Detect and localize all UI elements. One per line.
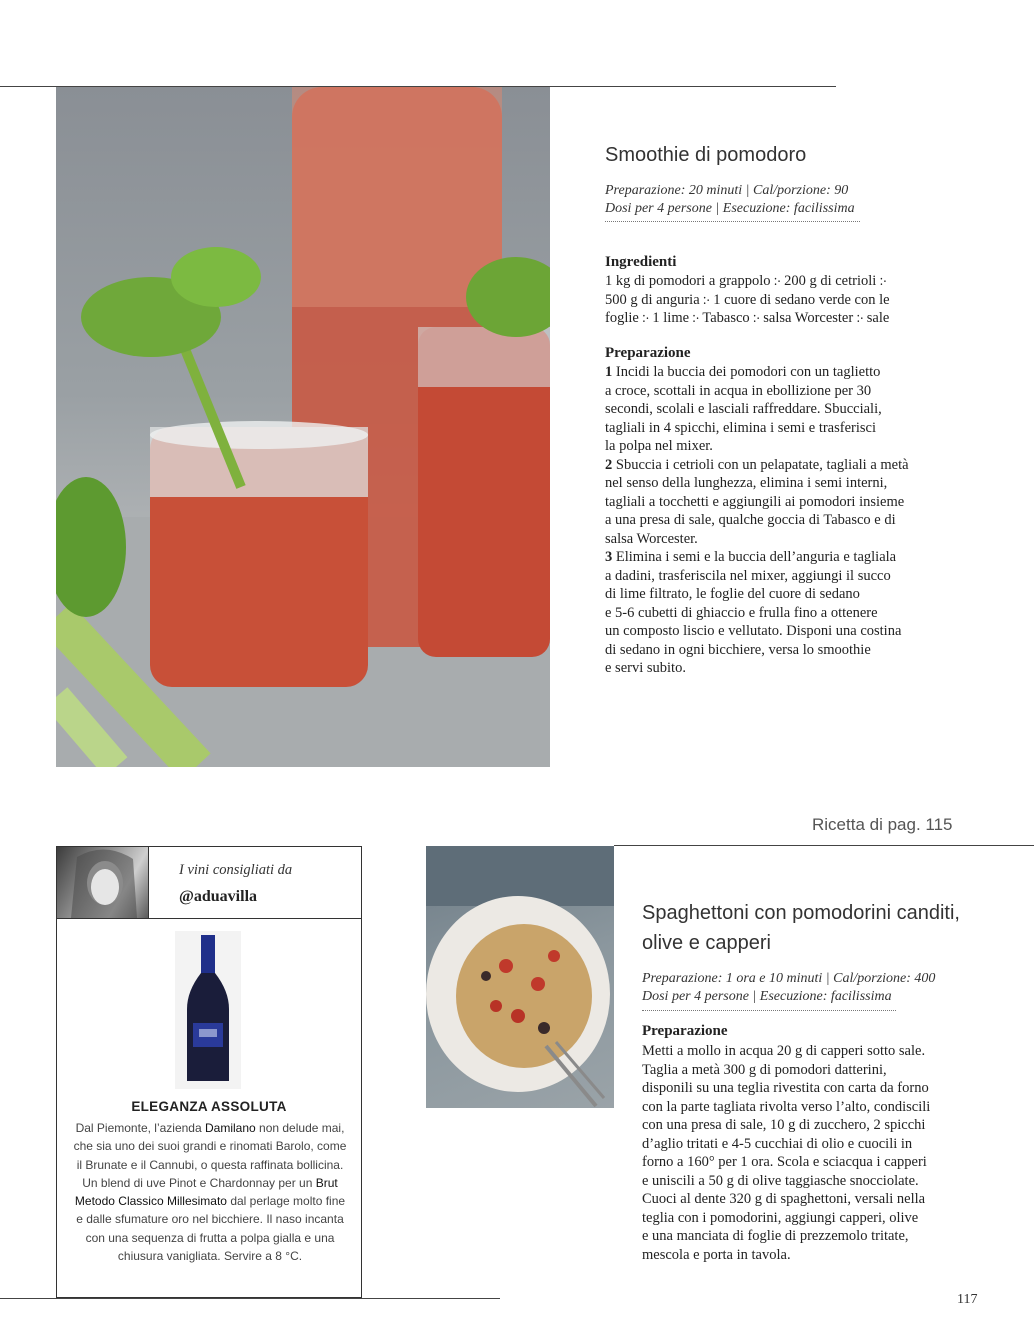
ingredients-line: foglie ჻ 1 lime ჻ Tabasco ჻ salsa Worcester ჻ sale [605,310,890,326]
page-number: 117 [957,1292,978,1307]
step-line [605,456,945,475]
page-reference: Ricetta di pag. 115 [812,815,953,834]
wine-text-b: non delude mai, che sia uno dei suoi grandi e rinomati Barolo, come il Brunate e il Cannubi, o questa raffinata bollicina. Un blend di uve Pinot e Chardonnay per un [73,1121,347,1190]
wine-intro: I vini consigliati da [179,862,293,878]
step-3 [605,548,945,678]
recipe1-meta-line1: Preparazione: 20 minuti | Cal/porzione: 90 [605,183,849,198]
prep-line: Taglia a metà 300 g di pomodori datterini, [642,1061,887,1078]
step-line: un composto liscio e vellutato. Disponi una costina [605,623,902,639]
ingredients-heading: Ingredienti [605,254,677,270]
recipe1-dotted-separator [605,221,860,222]
prep-line: mescola e porta in tavola. [642,1246,791,1263]
wine-producer: Damilano [204,1121,256,1135]
prep-line: e uniscili a 50 g di olive taggiasche snocciolate. [642,1172,919,1189]
step-line: a dadini, trasferiscila nel mixer, aggiungi il succo [605,567,891,584]
step-line: tagliali in 4 spicchi, elimina i semi e trasferisci [605,419,876,436]
recipe2-title-line: Spaghettoni con pomodorini canditi, [642,902,960,924]
prep-line: con una presa di sale, 10 g di zucchero, 2 spicchi [642,1117,926,1133]
wine-header-divider [57,918,361,919]
smoothie-photo [56,87,550,767]
wine-text-c: dal perlage molto fine e dalle sfumature oro nel bicchiere. Il naso incanta con una sequenza di frutta a polpa gialla e una chiusura vanigliata. Servire a 8 °C. [76,1194,346,1264]
step-text: Elimina i semi e la buccia dell’anguria e tagliala [615,549,897,565]
wine-title: ELEGANZA ASSOLUTA [131,1099,287,1114]
step-line: e servi subito. [605,660,686,676]
step-line: a croce, scottali in acqua in ebollizione per 30 [605,382,872,399]
step-line: e 5-6 cubetti di ghiaccio e frulla fino a ottenere [605,604,878,621]
ingredients-list [605,272,935,328]
pasta-photo [426,846,614,1108]
recipe1-title: Smoothie di pomodoro [605,144,807,166]
recipe2-meta-line1: Preparazione: 1 ora e 10 minuti | Cal/porzione: 400 [642,971,936,986]
wine-description [71,1119,349,1265]
smoothie-illustration [56,87,550,767]
step-text: Sbuccia i cetrioli con un pelapatate, tagliali a metà [615,456,909,473]
avatar-portrait [57,847,149,918]
step-line: tagliali a tocchetti e aggiungili ai pomodori insieme [605,493,905,510]
step-text: Incidi la buccia dei pomodori con un taglietto [615,364,881,380]
step-line [605,548,945,567]
wine-product: Brut Metodo Classico Millesimato [74,1175,338,1209]
prep-line: con la parte tagliata rivolta verso l’alto, condiscili [642,1098,931,1115]
prep-line: teglia con i pomodorini, aggiungi capperi, olive [642,1209,919,1226]
prep-line: d’aglio tritati e 4-5 cucchiai di olio e cuocili in [642,1135,913,1152]
prep-line: e una manciata di foglie di prezzemolo tritate, [642,1228,909,1244]
step-line: a una presa di sale, qualche goccia di Tabasco e di [605,512,896,528]
prep-line: forno a 160° per 1 ora. Scola e sciacqua i capperi [642,1154,927,1170]
step-line: secondi, scolali e lasciali raffreddare. Sbucciali, [605,401,882,417]
bottom-rule [0,1298,500,1299]
prep-line: disponili su una teglia rivestita con carta da forno [642,1080,929,1096]
recipe1-meta-line2: Dosi per 4 persone | Esecuzione: facilissima [605,201,855,216]
preparation-steps [605,363,945,678]
author-avatar [57,847,149,918]
step-number: 1 [605,364,613,380]
recipe2-preparation-text [642,1042,972,1264]
step-line: la polpa nel mixer. [605,438,713,454]
wine-recommendation-box [56,846,362,1298]
step-line: di sedano in ogni bicchiere, versa lo smoothie [605,641,871,658]
wine-text-a: Dal Piemonte, l’azienda [75,1121,205,1135]
preparation-heading: Preparazione [605,345,691,361]
step-number: 3 [605,549,613,565]
step-2 [605,456,945,549]
lower-right-rule [614,845,1034,846]
recipe2-preparation-heading: Preparazione [642,1023,728,1039]
recipe2-dotted-separator [642,1010,896,1011]
pasta-illustration [426,846,614,1108]
step-line: nel senso della lunghezza, elimina i semi interni, [605,475,888,491]
step-line: salsa Worcester. [605,530,698,547]
recipe2-meta-line2: Dosi per 4 persone | Esecuzione: facilissima [642,989,892,1004]
prep-line: Cuoci al dente 320 g di spaghettoni, versali nella [642,1191,926,1207]
ingredients-line: 500 g di anguria ჻ 1 cuore di sedano verde con le [605,291,890,308]
step-line [605,363,945,382]
ingredients-line: 1 kg di pomodori a grappolo ჻ 200 g di cetrioli ჻ [605,273,887,289]
recipe2-title-line: olive e capperi [642,932,771,954]
prep-line: Metti a mollo in acqua 20 g di capperi sotto sale. [642,1043,926,1059]
step-number: 2 [605,456,613,473]
step-1 [605,363,945,456]
recipe2-title [642,898,960,958]
bottle-icon [175,931,241,1089]
step-line: di lime filtrato, le foglie del cuore di sedano [605,586,860,602]
author-handle[interactable]: @aduavilla [179,888,258,905]
wine-bottle-photo [175,931,241,1089]
